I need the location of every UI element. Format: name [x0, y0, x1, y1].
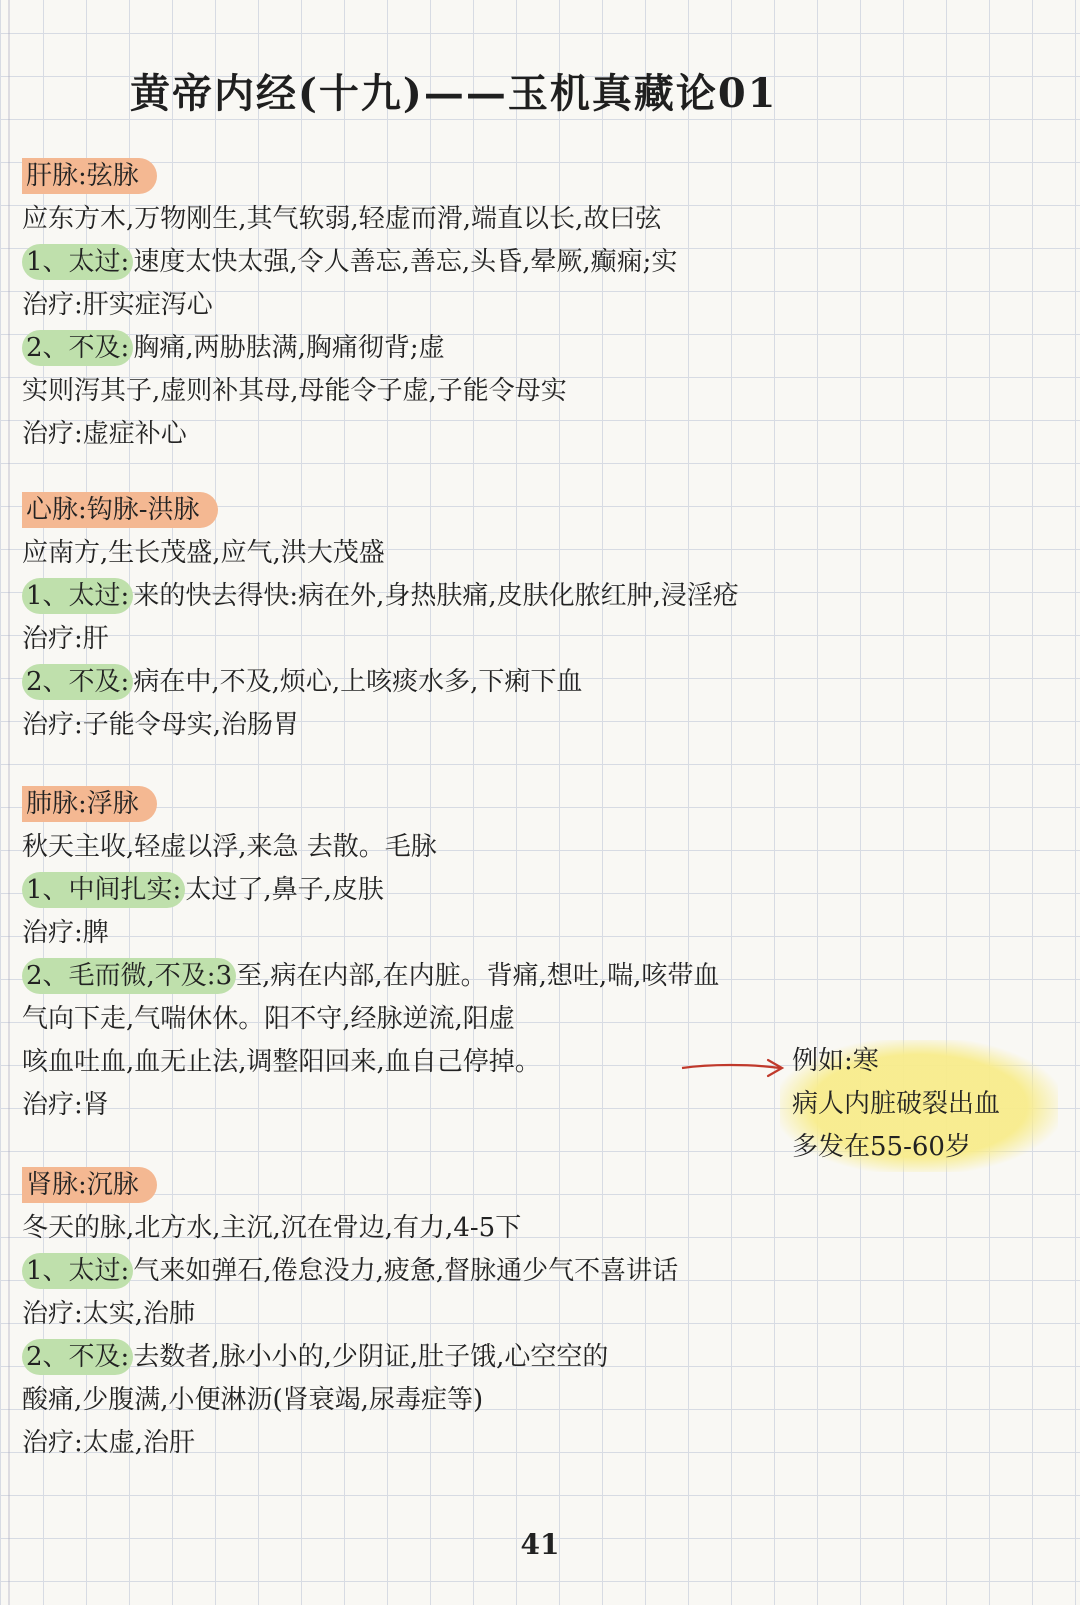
line-text: 去数者,脉小小的,少阴证,肚子饿,心空空的 — [133, 1342, 609, 1372]
text-line — [22, 998, 920, 1041]
line-text: 来的快去得快:病在外,身热肤痛,皮肤化脓红肿,浸淫疮 — [133, 581, 739, 611]
text-line — [22, 869, 920, 912]
section-header: 肾脉:沉脉 — [22, 1167, 157, 1203]
item-label: 1、太过: — [22, 1253, 133, 1289]
line-text: 速度太快太强,令人善忘,善忘,头昏,晕厥,癫痫;实 — [133, 247, 678, 277]
section-header-row — [22, 489, 920, 532]
text-line — [22, 826, 920, 869]
text-line — [22, 1207, 920, 1250]
line-text: 至,病在内部,在内脏。背痛,想吐,喘,咳带血 — [236, 961, 720, 991]
text-line — [22, 532, 920, 575]
line-text: 太过了,鼻子,皮肤 — [185, 875, 384, 905]
line-text: 秋天主收,轻虚以浮,来急 去散。毛脉 — [22, 832, 437, 862]
section-header: 肺脉:浮脉 — [22, 786, 157, 822]
text-line — [22, 912, 920, 955]
text-line — [22, 1422, 920, 1465]
line-text: 实则泻其子,虚则补其母,母能令子虚,子能令母实 — [22, 376, 567, 406]
line-text: 应南方,生长茂盛,应气,洪大茂盛 — [22, 538, 385, 568]
item-label: 1、中间扎实: — [22, 872, 185, 908]
page-title: 黄帝内经(十九)——玉机真藏论01 — [130, 70, 778, 117]
side-note-line: 多发在55-60岁 — [792, 1132, 971, 1162]
line-text: 气向下走,气喘休休。阳不守,经脉逆流,阳虚 — [22, 1004, 515, 1034]
item-label: 1、太过: — [22, 244, 133, 280]
line-text: 治疗:肝 — [22, 624, 109, 654]
section-header-row — [22, 783, 920, 826]
line-text: 治疗:太虚,治肝 — [22, 1428, 196, 1458]
section-header-row — [22, 155, 920, 198]
item-label: 2、毛而微,不及:3 — [22, 958, 236, 994]
section-header: 肝脉:弦脉 — [22, 158, 157, 194]
section-header: 心脉:钩脉-洪脉 — [22, 492, 218, 528]
text-line — [22, 1250, 920, 1293]
item-label: 2、不及: — [22, 330, 133, 366]
side-note-line: 病人内脏破裂出血 — [792, 1089, 1001, 1119]
line-text: 治疗:肾 — [22, 1090, 109, 1120]
line-text: 咳血吐血,血无止法,调整阳回来,血自己停掉。 — [22, 1047, 541, 1077]
arrow-right-icon — [680, 1052, 790, 1082]
text-line — [22, 1379, 920, 1422]
line-text: 应东方木,万物刚生,其气软弱,轻虚而滑,端直以长,故曰弦 — [22, 204, 662, 234]
text-line — [22, 327, 920, 370]
page-number: 41 — [520, 1528, 560, 1561]
line-text: 治疗:脾 — [22, 918, 109, 948]
text-line — [22, 575, 920, 618]
text-line — [22, 1293, 920, 1336]
text-line — [22, 1336, 920, 1379]
section-kidney-pulse — [22, 1164, 920, 1465]
text-line — [22, 413, 920, 456]
section-header-row — [22, 1164, 920, 1207]
line-text: 治疗:肝实症泻心 — [22, 290, 213, 320]
line-text: 治疗:子能令母实,治肠胃 — [22, 710, 300, 740]
text-line — [22, 955, 920, 998]
line-text: 酸痛,少腹满,小便淋沥(肾衰竭,尿毒症等) — [22, 1385, 484, 1415]
line-text: 冬天的脉,北方水,主沉,沉在骨边,有力,4-5下 — [22, 1213, 522, 1243]
item-label: 2、不及: — [22, 664, 133, 700]
line-text: 气来如弹石,倦怠没力,疲惫,督脉通少气不喜讲话 — [133, 1256, 679, 1286]
text-line — [22, 618, 920, 661]
section-liver-pulse — [22, 155, 920, 456]
text-line — [22, 661, 920, 704]
page-margin-line — [8, 0, 10, 1605]
item-label: 1、太过: — [22, 578, 133, 614]
side-note — [780, 1040, 1058, 1172]
text-line — [22, 284, 920, 327]
side-note-line: 例如:寒 — [792, 1046, 879, 1076]
section-heart-pulse — [22, 489, 920, 747]
line-text: 胸痛,两胁胠满,胸痛彻背;虚 — [133, 333, 445, 363]
line-text: 治疗:太实,治肺 — [22, 1299, 196, 1329]
line-text: 治疗:虚症补心 — [22, 419, 187, 449]
item-label: 2、不及: — [22, 1339, 133, 1375]
text-line — [22, 241, 920, 284]
line-text: 病在中,不及,烦心,上咳痰水多,下痢下血 — [133, 667, 583, 697]
text-line — [22, 704, 920, 747]
text-line — [22, 370, 920, 413]
text-line — [22, 198, 920, 241]
